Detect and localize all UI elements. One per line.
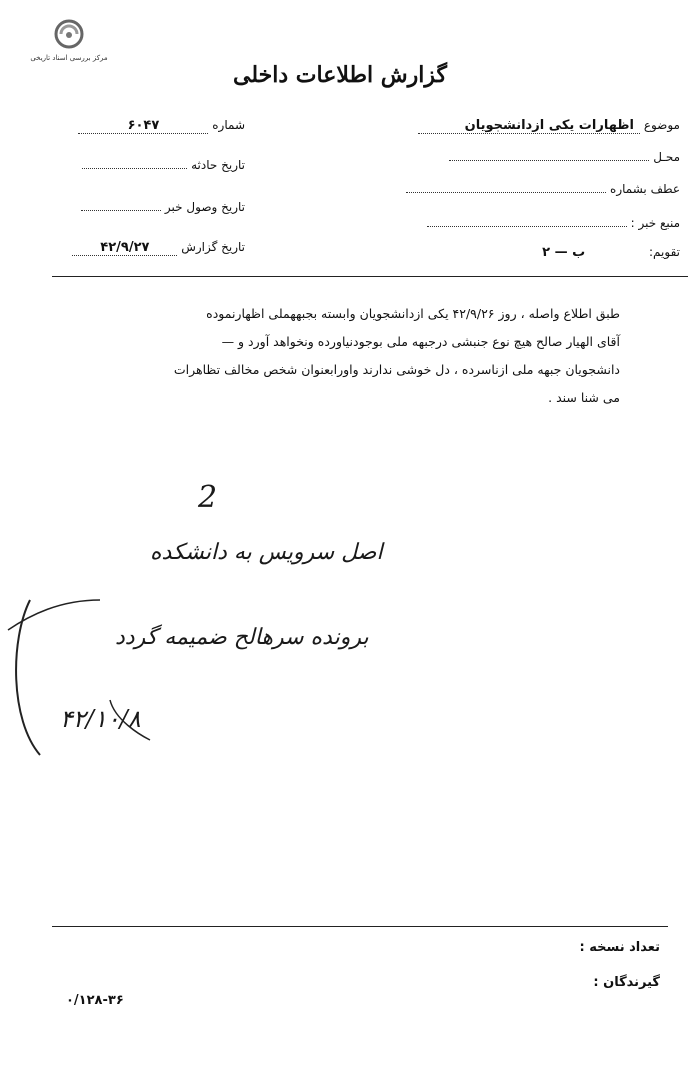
field-received-date-label: تاریخ وصول خبر [164, 200, 245, 214]
field-received-date-value [81, 210, 161, 211]
field-source-label: منبع خبر : [630, 216, 680, 230]
field-number [78, 118, 245, 134]
field-location [449, 150, 680, 164]
field-rating-label: تقویم: [649, 245, 680, 259]
body-line: آقای الهیار صالح هیچ نوع جنبشی درجبهه ملی بوجودنیاورده ونخواهد آورد و — [221, 334, 620, 349]
handwritten-mark: 2 [198, 480, 218, 515]
field-source-value [427, 226, 627, 227]
page-title: گزارش اطلاعات داخلی [233, 62, 447, 88]
recipients-label: گیرندگان : [593, 975, 660, 990]
flourish-stroke [8, 600, 100, 630]
field-rating [542, 245, 680, 260]
copies-count-label: تعداد نسخه : [579, 940, 660, 955]
field-report-date [72, 240, 245, 256]
document-code: ۰/۱۲۸-۳۶ [66, 993, 124, 1008]
field-rating-value: ب — ۲ [542, 245, 586, 260]
header-divider [52, 276, 688, 277]
field-location-label: محـل [653, 150, 680, 164]
field-report-date-label: تاریخ گزارش [181, 240, 245, 254]
body-line: طبق اطلاع واصله ، روز ۴۲/۹/۲۶ یکی ازدانشجویان وابسته بجبههملی اظهارنموده [206, 306, 620, 321]
handwritten-note-1: اصل سرویس به دانشکده [150, 540, 383, 565]
field-reference-value [406, 192, 606, 193]
field-reference [406, 182, 680, 196]
field-subject-value: اظهارات یکی ازدانشجویان [418, 118, 640, 134]
field-incident-date-label: تاریخ حادثه [191, 158, 245, 172]
field-subject [418, 118, 680, 134]
field-source [427, 216, 680, 230]
logo-caption: مرکز بررسی اسناد تاریخی [30, 54, 108, 62]
footer-divider [52, 926, 668, 927]
body-line: می شنا سند . [548, 390, 620, 405]
archive-logo-icon [14, 14, 124, 54]
field-reference-label: عطف بشماره [610, 182, 680, 196]
field-subject-label: موضوع [643, 118, 680, 132]
handwritten-note-2: برونده سرهالح ضمیمه گردد [115, 625, 369, 650]
field-report-date-value: ۴۲/۹/۲۷ [72, 240, 177, 256]
handwritten-date: ۴۲/۱۰/۸ [60, 705, 141, 733]
report-body [100, 300, 620, 412]
field-incident-date-value [82, 168, 187, 169]
archive-logo [14, 14, 124, 62]
field-incident-date [82, 158, 245, 172]
field-number-value: ۶۰۴۷ [78, 118, 208, 134]
field-number-label: شماره [212, 118, 245, 132]
body-line: دانشجویان جبهه ملی ازناسرده ، دل خوشی ندارند واورابعنوان شخص مخالف تظاهرات [173, 362, 620, 377]
field-location-value [449, 160, 649, 161]
bracket-stroke [16, 600, 40, 755]
field-received-date [81, 200, 245, 214]
